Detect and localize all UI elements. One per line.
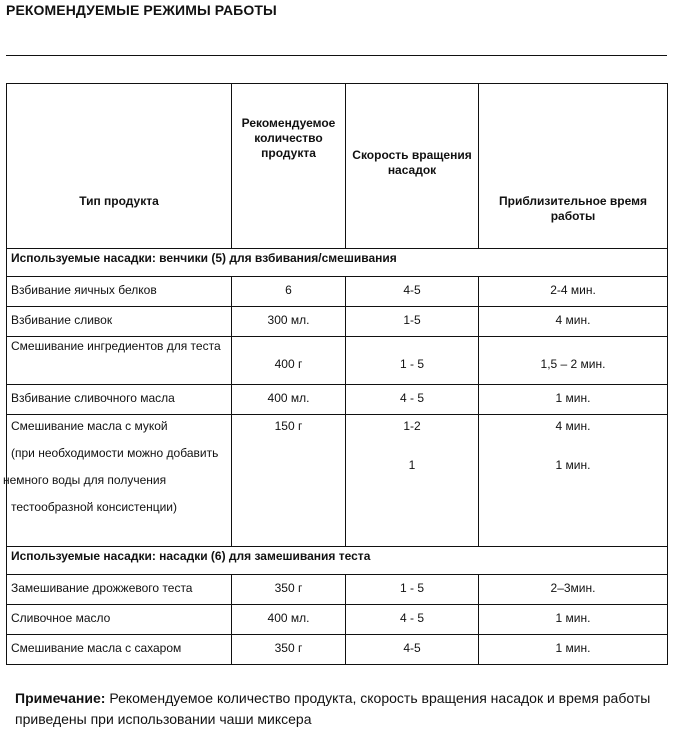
amount-cell: 150 г <box>232 415 346 547</box>
time-cell: 1,5 – 2 мин. <box>479 337 668 385</box>
table-row <box>7 635 668 665</box>
speed-cell: 4 - 5 <box>346 605 479 635</box>
table-row <box>7 385 668 415</box>
table-row <box>7 415 668 547</box>
amount-cell: 350 г <box>232 635 346 665</box>
product-cell: Замешивание дрожжевого теста <box>7 575 232 605</box>
table-header-row <box>7 84 668 249</box>
product-line: тестообразной консистенции) <box>11 500 177 514</box>
table-row <box>7 605 668 635</box>
time-cell: 2–3мин. <box>479 575 668 605</box>
time-cell: 1 мин. <box>479 635 668 665</box>
header-product-type: Тип продукта <box>7 84 232 249</box>
amount-cell: 400 г <box>232 337 346 385</box>
product-line: (при необходимости можно добавить <box>11 446 219 460</box>
amount-cell: 350 г <box>232 575 346 605</box>
note-paragraph <box>15 688 665 730</box>
section-header-whisks: Используемые насадки: венчики (5) для взбивания/смешивания <box>7 249 668 277</box>
speed-cell: 1-2 1 <box>346 415 479 547</box>
product-cell: Сливочное масло <box>7 605 232 635</box>
header-time: Приблизительное время работы <box>479 84 668 249</box>
time-cell: 4 мин. 1 мин. <box>479 415 668 547</box>
time-cell: 1 мин. <box>479 385 668 415</box>
table-row <box>7 307 668 337</box>
speed-cell: 4 - 5 <box>346 385 479 415</box>
product-line: Смешивание масла с мукой <box>11 419 168 433</box>
product-cell: Взбивание сливок <box>7 307 232 337</box>
speed-cell: 4-5 <box>346 277 479 307</box>
speed-cell: 1-5 <box>346 307 479 337</box>
table-row <box>7 277 668 307</box>
time-cell: 4 мин. <box>479 307 668 337</box>
amount-cell: 400 мл. <box>232 605 346 635</box>
header-speed: Скорость вращения насадок <box>346 84 479 249</box>
product-cell: Смешивание ингредиентов для теста <box>7 337 232 385</box>
header-amount: Рекомендуемое количество продукта <box>232 84 346 249</box>
product-cell: Смешивание масла с сахаром <box>7 635 232 665</box>
product-cell: Взбивание яичных белков <box>7 277 232 307</box>
table-row <box>7 337 668 385</box>
time-cell: 1 мин. <box>479 605 668 635</box>
amount-cell: 300 мл. <box>232 307 346 337</box>
product-cell: Взбивание сливочного масла <box>7 385 232 415</box>
speed-cell: 1 - 5 <box>346 575 479 605</box>
speed-cell: 1 - 5 <box>346 337 479 385</box>
speed-cell: 4-5 <box>346 635 479 665</box>
time-cell: 2-4 мин. <box>479 277 668 307</box>
note-label: Примечание: <box>15 690 106 706</box>
section-header-dough-hooks: Используемые насадки: насадки (6) для замешивания теста <box>7 547 668 575</box>
note-text: Рекомендуемое количество продукта, скорость вращения насадок и время работы приведены при использовании чаши миксера <box>15 690 651 727</box>
amount-cell: 400 мл. <box>232 385 346 415</box>
table-row <box>7 575 668 605</box>
amount-cell: 6 <box>232 277 346 307</box>
recommended-modes-table <box>3 83 668 665</box>
page-title: РЕКОМЕНДУЕМЫЕ РЕЖИМЫ РАБОТЫ <box>6 2 277 18</box>
product-line: немного воды для получения <box>3 473 167 487</box>
title-divider <box>6 55 667 56</box>
product-cell <box>3 415 232 547</box>
